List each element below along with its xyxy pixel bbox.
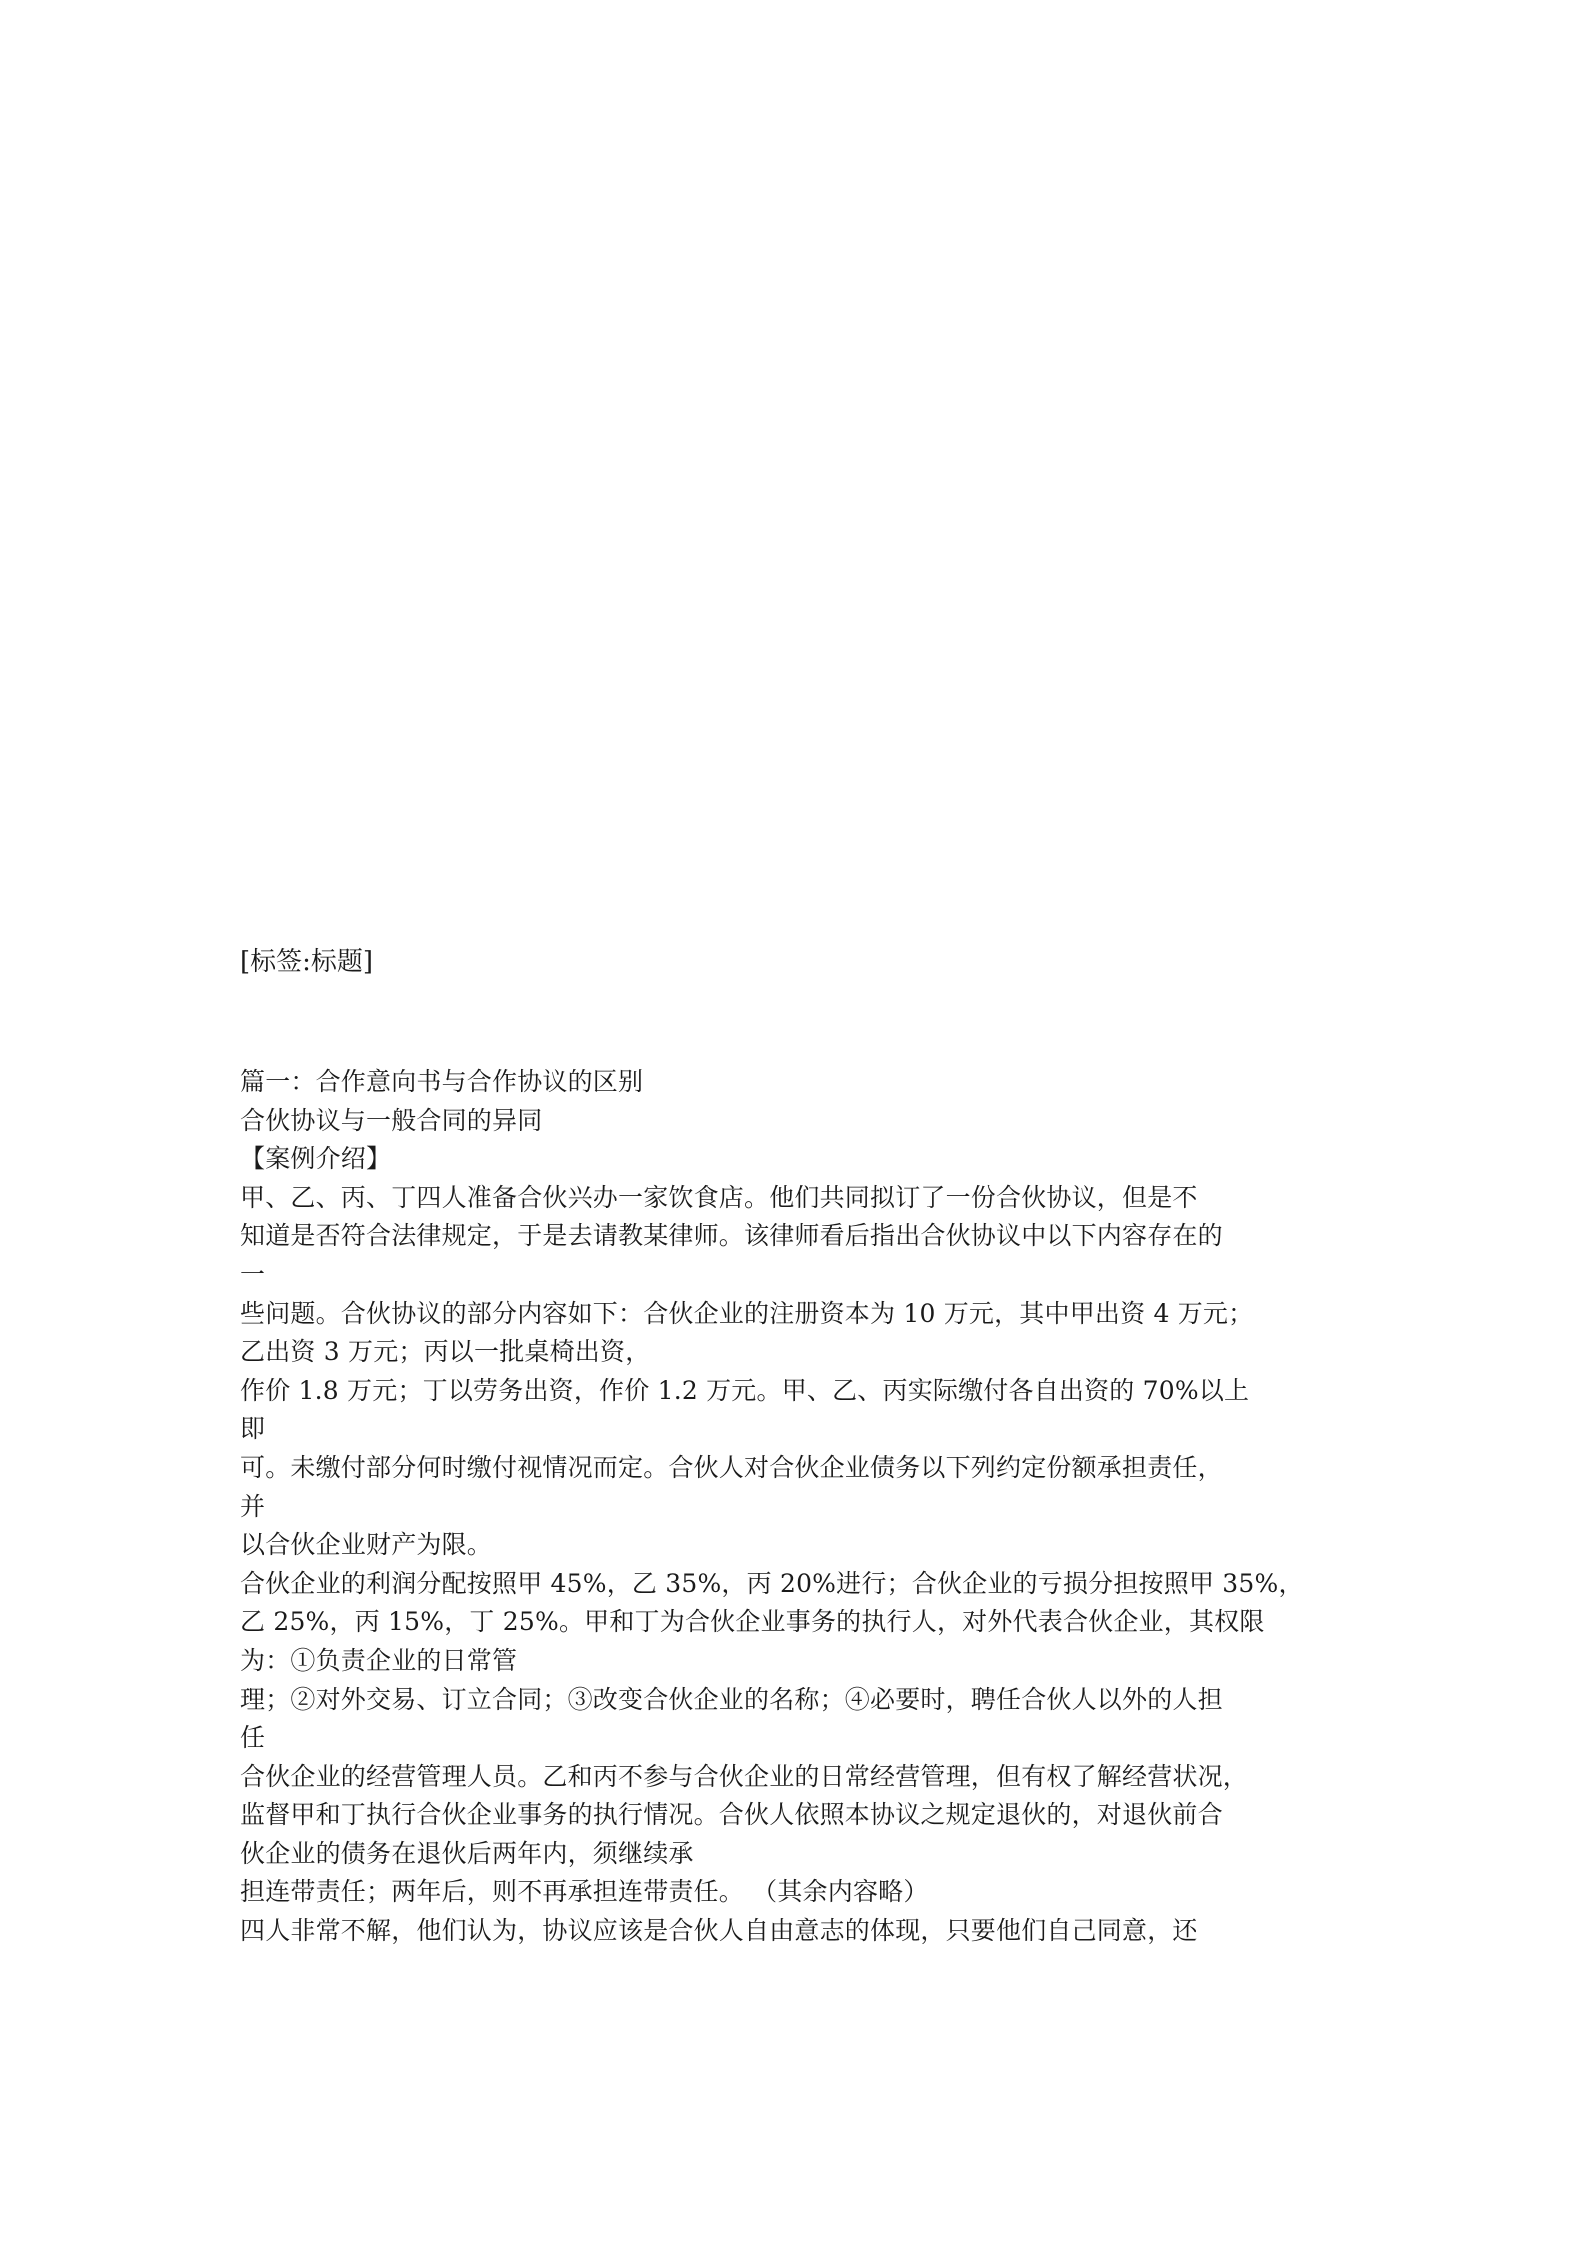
text-line: 为：①负责企业的日常管 (240, 1645, 518, 1675)
text-line: 可。未缴付部分何时缴付视情况而定。合伙人对合伙企业债务以下列约定份额承担责任， (240, 1452, 1223, 1482)
text-line: 些问题。合伙协议的部分内容如下：合伙企业的注册资本为 10 万元，其中甲出资 4 万元； (240, 1298, 1254, 1328)
tag-label: [标签:标题] (240, 947, 374, 977)
text-line: 即 (240, 1414, 266, 1444)
text-line: 知道是否符合法律规定，于是去请教某律师。该律师看后指出合伙协议中以下内容存在的 (240, 1221, 1223, 1251)
text-line: 篇一：合作意向书与合作协议的区别 (240, 1067, 644, 1096)
text-line: 一 (240, 1259, 266, 1289)
text-line: 乙出资 3 万元；丙以一批桌椅出资， (240, 1337, 651, 1367)
text-line: 伙企业的债务在退伙后两年内，须继续承 (240, 1838, 694, 1868)
text-line: 并 (240, 1491, 266, 1521)
text-line: 【案例介绍】 (240, 1144, 392, 1174)
text-line: 甲、乙、丙、丁四人准备合伙兴办一家饮食店。他们共同拟订了一份合伙协议，但是不 (240, 1182, 1198, 1212)
text-line: 合伙企业的经营管理人员。乙和丙不参与合伙企业的日常经营管理，但有权了解经营状况， (240, 1761, 1249, 1791)
text-line: 乙 25%，丙 15%，丁 25%。甲和丁为合伙企业事务的执行人，对外代表合伙企业，其权限 (240, 1607, 1265, 1637)
text-line: 担连带责任；两年后，则不再承担连带责任。 （其余内容略） (240, 1877, 929, 1907)
text-line: 以合伙企业财产为限。 (240, 1530, 493, 1560)
text-line: 作价 1.8 万元；丁以劳务出资，作价 1.2 万元。甲、乙、丙实际缴付各自出资的 70%以上 (240, 1375, 1250, 1405)
text-line: 任 (240, 1723, 266, 1753)
text-line: 监督甲和丁执行合伙企业事务的执行情况。合伙人依照本协议之规定退伙的，对退伙前合 (240, 1800, 1223, 1830)
text-line: 四人非常不解，他们认为，协议应该是合伙人自由意志的体现，只要他们自己同意，还 (240, 1916, 1198, 1946)
document-body (240, 1063, 1360, 1951)
text-line: 合伙企业的利润分配按照甲 45%，乙 35%，丙 20%进行；合伙企业的亏损分担按照甲 35%， (240, 1568, 1304, 1598)
text-line: 合伙协议与一般合同的异同 (240, 1105, 543, 1135)
text-line: 理；②对外交易、订立合同；③改变合伙企业的名称；④必要时，聘任合伙人以外的人担 (240, 1684, 1223, 1714)
